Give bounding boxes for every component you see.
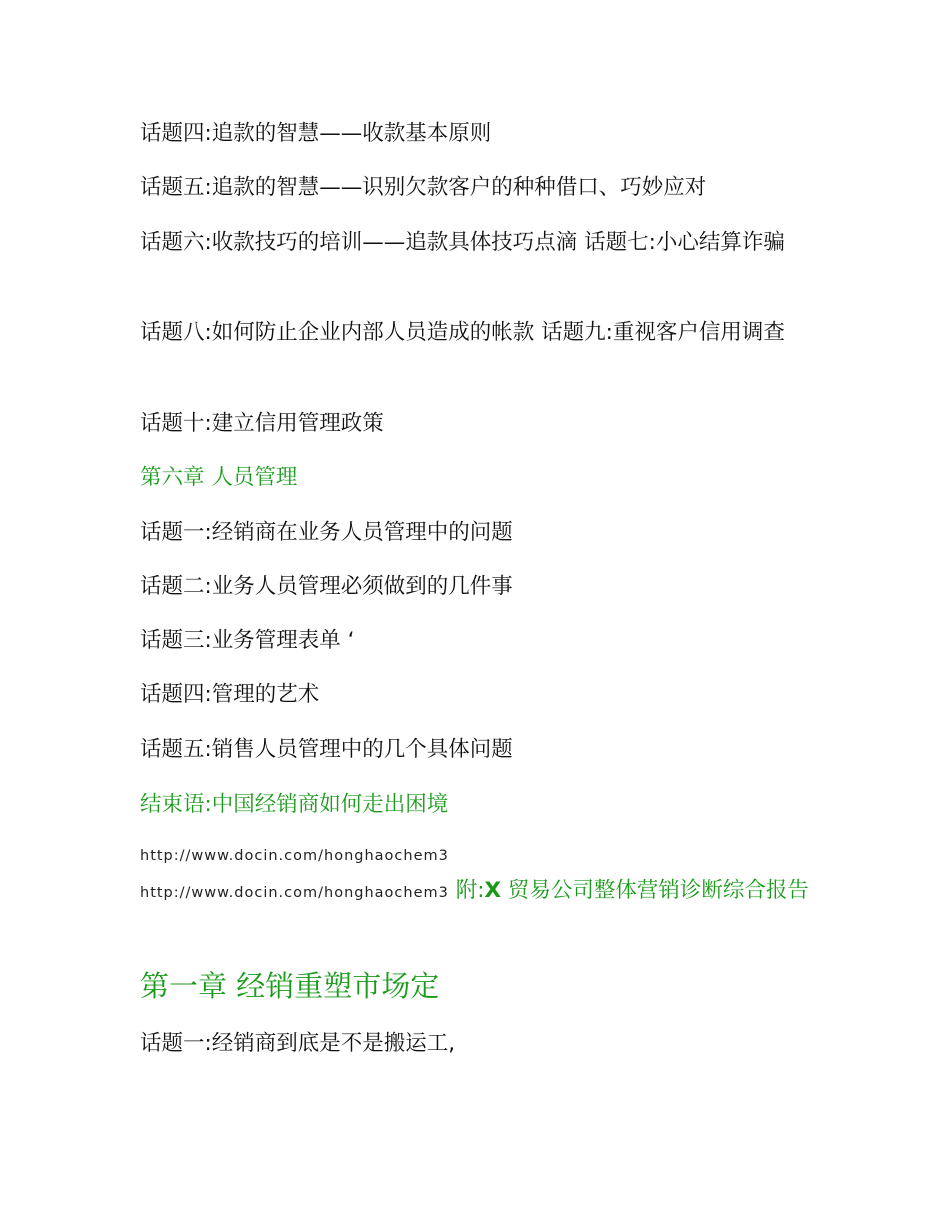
docin-url-link[interactable]: http://www.docin.com/honghaochem3 <box>140 885 449 901</box>
docin-url-link[interactable]: http://www.docin.com/honghaochem3 <box>140 848 449 864</box>
ch6-topic-1: 话题一:经销商在业务人员管理中的问题 <box>140 520 513 545</box>
ch6-topic-4: 话题四:管理的艺术 <box>140 682 320 707</box>
topic-10-credit-policy: 话题十:建立信用管理政策 <box>140 411 384 436</box>
topic-6-7-collection-skills-fraud: 话题六:收款技巧的培训——追款具体技巧点滴 话题七:小心结算诈骗 <box>140 230 785 255</box>
ch6-topic-2: 话题二:业务人员管理必须做到的几件事 <box>140 574 513 599</box>
topic-5-identify-excuses: 话题五:追款的智慧——识别欠款客户的种种借口、巧妙应对 <box>140 175 707 200</box>
chapter-1-heading: 第一章 经销重塑市场定 <box>140 969 440 1003</box>
topic-4-collection-principles: 话题四:追款的智慧——收款基本原则 <box>140 121 492 146</box>
topic-8-9-internal-credit: 话题八:如何防止企业内部人员造成的帐款 话题九:重视客户信用调查 <box>140 320 785 345</box>
appendix-title: 贸易公司整体营销诊断综合报告 <box>501 878 809 903</box>
appendix-line <box>140 876 820 908</box>
appendix-prefix: 附: <box>455 878 485 903</box>
ch6-topic-3: 话题三:业务管理表单 ‘ <box>140 628 355 653</box>
ch1-topic-1: 话题一:经销商到底是不是搬运工, <box>140 1031 456 1056</box>
appendix-letter: X <box>484 878 502 903</box>
conclusion-heading: 结束语:中国经销商如何走出困境 <box>140 792 449 817</box>
ch6-topic-5: 话题五:销售人员管理中的几个具体问题 <box>140 737 513 762</box>
chapter-6-heading: 第六章 人员管理 <box>140 465 298 490</box>
